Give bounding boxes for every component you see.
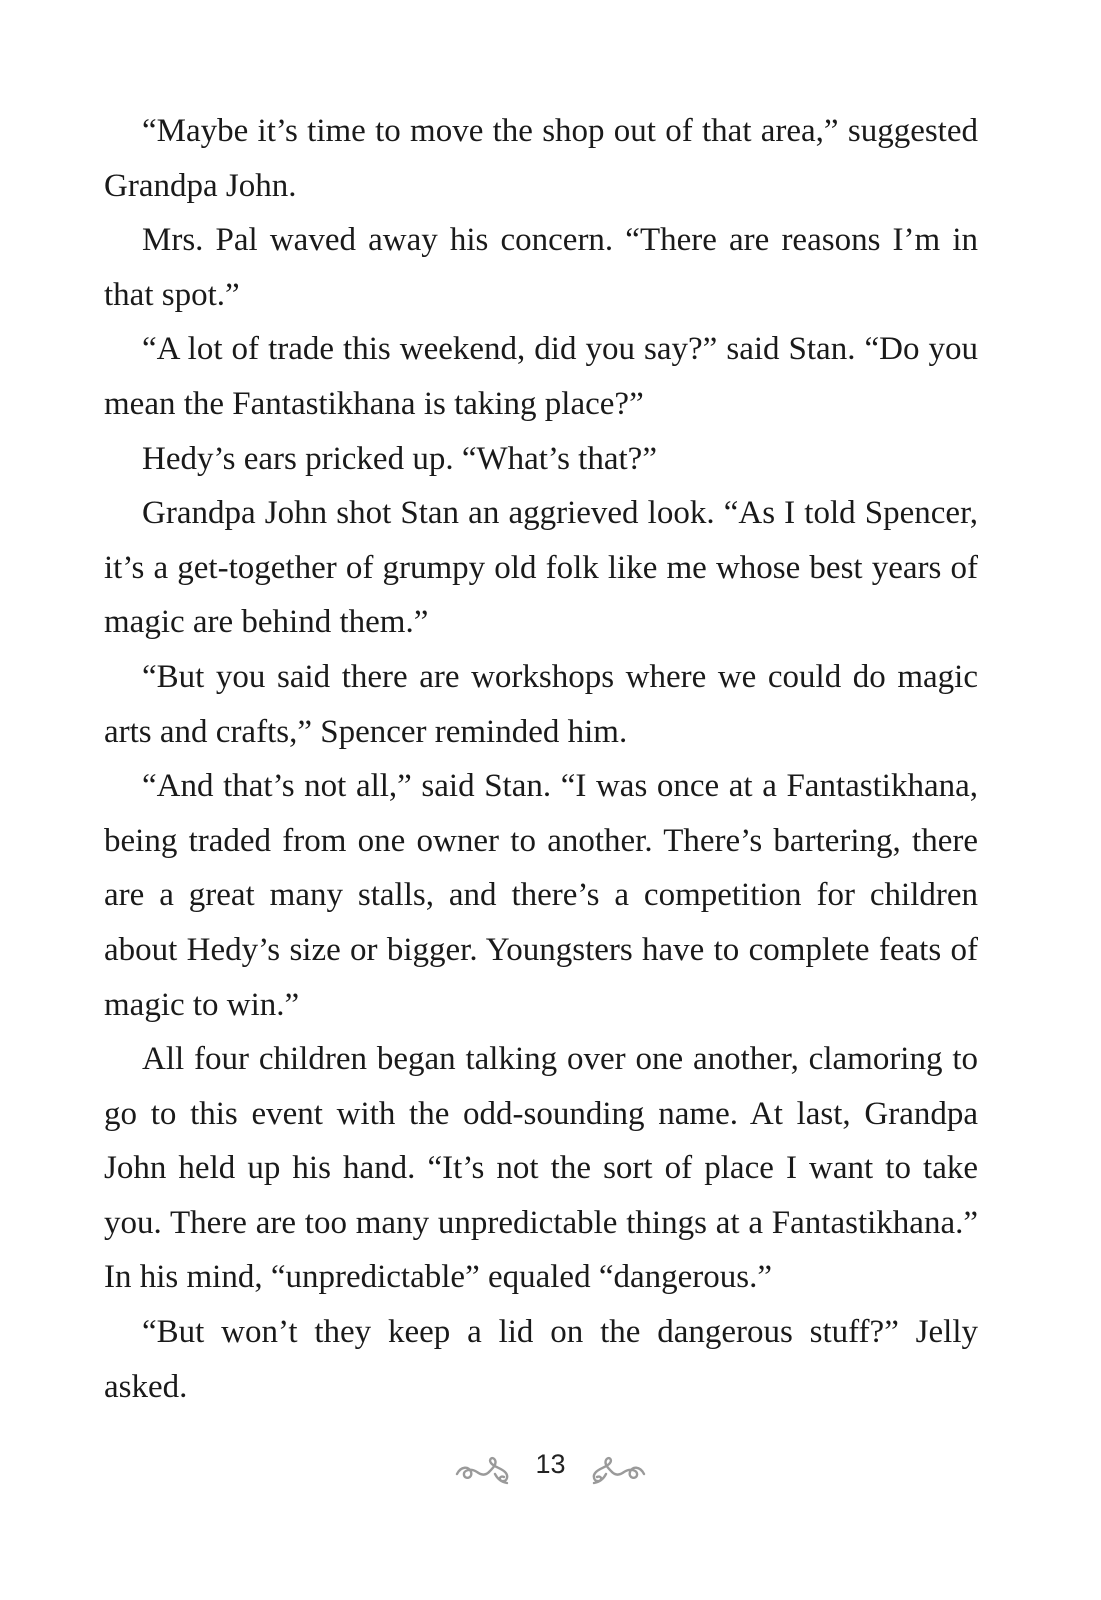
paragraph-7: “And that’s not all,” said Stan. “I was once at a Fantastikhana, being traded from one owner to another. There’s bartering, there are a great many stalls, and there’s a competition for children about Hedy’s size or bigger. Youngsters have to complete feats of magic to win.” <box>104 768 978 1023</box>
paragraph-1: “Maybe it’s time to move the shop out of that area,” suggested Grandpa John. <box>104 113 978 204</box>
paragraph-9: “But won’t they keep a lid on the dangerous stuff?” Jelly asked. <box>104 1314 978 1405</box>
paragraph-8: All four children began talking over one another, clamoring to go to this event with the odd-sounding name. At last, Grandpa John held up his hand. “It’s not the sort of place I want to take you. There are too many unpredictable things at a Fantastikhana.” In his mind, “unpredictable” equaled “dangerous.” <box>104 1041 978 1296</box>
body-text <box>104 104 978 1414</box>
paragraph-2: Mrs. Pal waved away his concern. “There are reasons I’m in that spot.” <box>104 222 978 313</box>
left-flourish-icon <box>455 1450 517 1490</box>
paragraph-3: “A lot of trade this weekend, did you say?” said Stan. “Do you mean the Fantastikhana is taking place?” <box>104 331 978 422</box>
paragraph-4: Hedy’s ears pricked up. “What’s that?” <box>142 440 657 477</box>
page-number: 13 <box>535 1448 566 1479</box>
right-flourish-icon <box>584 1450 646 1490</box>
page-footer <box>0 1440 1101 1500</box>
paragraph-5: Grandpa John shot Stan an aggrieved look. “As I told Spencer, it’s a get-together of grumpy old folk like me whose best years of magic are behind them.” <box>104 495 978 641</box>
paragraph-6: “But you said there are workshops where we could do magic arts and crafts,” Spencer reminded him. <box>104 658 978 750</box>
